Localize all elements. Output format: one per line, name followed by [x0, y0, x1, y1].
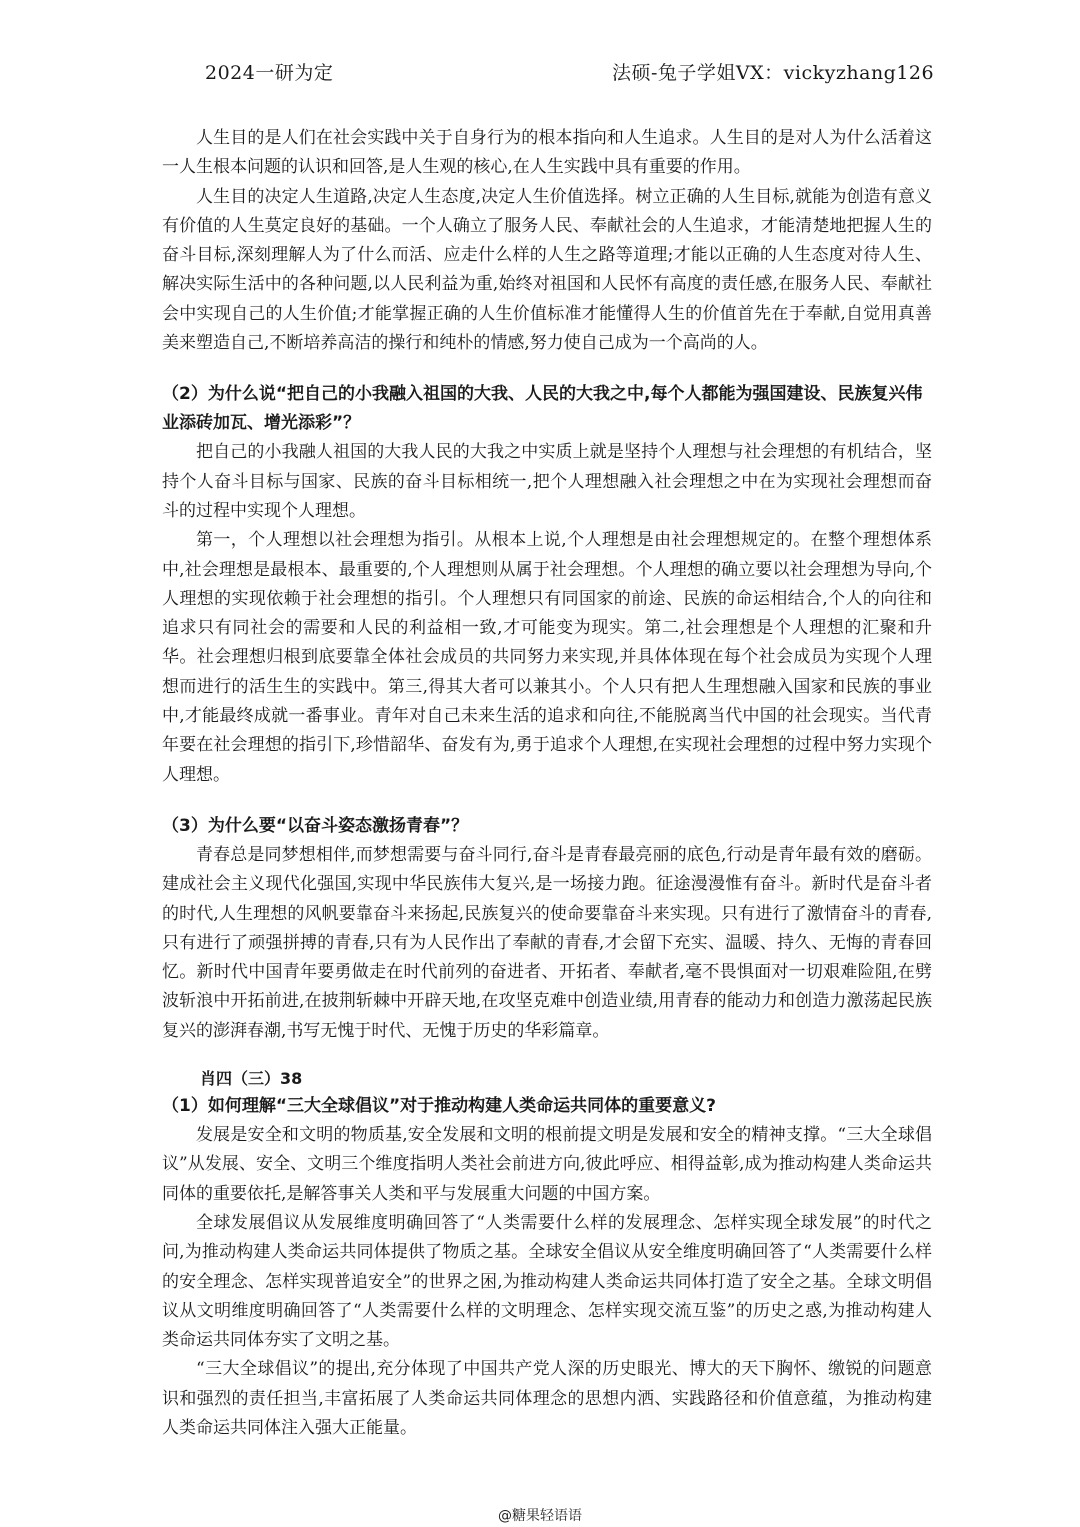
- footer-watermark: @糖果轻语语: [498, 1508, 582, 1524]
- paragraph-q2-points: 第一，个人理想以社会理想为指引。从根本上说,个人理想是由社会理想规定的。在整个理想体系中,社会理想是最根本、最重要的,个人理想则从属于社会理想。个人理想的确立要以社会理想为导向,个人理想的实现依赖于社会理想的指引。个人理想只有同国家的前途、民族的命运相结合,个人的向往和追求只有同社会的需要和人民的利益相一致,才可能变为现实。第二,社会理想是个人理想的汇聚和升华。社会理想归根到底要靠全体社会成员的共同努力来实现,并具体体现在每个社会成员为实现个人理想而进行的活生生的实践中。第三,得其大者可以兼其小。个人只有把人生理想融入国家和民族的事业中,才能最终成就一番事业。青年对自己未来生活的追求和向往,不能脱离当代中国的社会现实。当代青年要在社会理想的指引下,珍惜韶华、奋发有为,勇于追求个人理想,在实现社会理想的过程中努力实现个人理想。: [162, 530, 932, 785]
- question-3-heading: （3）为什么要“以奋斗姿态激扬青春”？: [162, 815, 469, 836]
- paragraph-q4-intro: 发展是安全和文明的物质基,安全发展和文明的根前提文明是发展和安全的精神支撑。“三大全球倡议”从发展、安全、文明三个维度指明人类社会前进方向,彼此呼应、相得益彰,成为推动构建人类命运共同体的重要依托,是解答事关人类和平与发展重大问题的中国方案。: [162, 1125, 932, 1204]
- header-right-text: 法硕-兔子学姐VX：vickyzhang126: [612, 62, 935, 84]
- paragraph-q2-intro: 把自己的小我融人祖国的大我人民的大我之中实质上就是坚持个人理想与社会理想的有机结合，坚持个人奋斗目标与国家、民族的奋斗目标相统一,把个人理想融入社会理想之中在为实现社会理想而奋斗的过程中实现个人理想。: [162, 442, 932, 521]
- paragraph-q3-answer: 青春总是同梦想相伴,而梦想需要与奋斗同行,奋斗是青春最亮丽的底色,行动是青年最有效的磨砺。建成社会主义现代化强国,实现中华民族伟大复兴,是一场接力跑。征途漫漫惟有奋斗。新时代是奋斗者的时代,人生理想的风帆要靠奋斗来扬起,民族复兴的使命要靠奋斗来实现。只有进行了激情奋斗的青春,只有进行了顽强拼搏的青春,只有为人民作出了奉献的青春,才会留下充实、温暖、持久、无悔的青春回忆。新时代中国青年要勇做走在时代前列的奋进者、开拓者、奉献者,毫不畏惧面对一切艰难险阻,在劈波斩浪中开拓前进,在披荆斩棘中开辟天地,在攻坚克难中创造业绩,用青春的能动力和创造力激荡起民族复兴的澎湃春潮,书写无愧于时代、无愧于历史的华彩篇章。: [162, 844, 932, 1041]
- question-4-heading: （1）如何理解“三大全球倡议”对于推动构建人类命运共同体的重要意义?: [162, 1096, 717, 1117]
- paragraph-q4-initiatives: 全球发展倡议从发展维度明确回答了“人类需要什么样的发展理念、怎样实现全球发展”的时代之问,为推动构建人类命运共同体提供了物质之基。全球安全倡议从安全维度明确回答了“人类需要什么样的安全理念、怎样实现普追安全”的世界之困,为推动构建人类命运共同体打造了安全之基。全球文明倡议从文明维度明确回答了“人类需要什么样的文明理念、怎样实现交流互鉴”的历史之惑,为推动构建人类命运共同体夯实了文明之基。: [162, 1212, 932, 1351]
- section-label: 肖四（三）38: [200, 1069, 303, 1089]
- question-2-heading: （2）为什么说“把自己的小我融入祖国的大我、人民的大我之中,每个人都能为强国建设、民族复兴伟业添砖加瓦、增光添彩”？: [162, 384, 923, 434]
- page-header: [0, 58, 1080, 88]
- paragraph-life-purpose: 人生目的是人们在社会实践中关于自身行为的根本指向和人生追求。人生目的是对人为什么活着这一人生根本问题的认识和回答,是人生观的核心,在人生实践中具有重要的作用。: [162, 128, 932, 178]
- paragraph-q4-conclusion: “三大全球倡议”的提出,充分体现了中国共产党人深的历史眼光、博大的天下胸怀、缴锐的问题意识和强烈的责任担当,丰富拓展了人类命运共同体理念的思想内洒、实践路径和价值意蕴，为推动构建人类命运共同体注入强大正能量。: [162, 1359, 932, 1438]
- header-left-text: 2024一研为定: [205, 62, 334, 84]
- document-body: [162, 124, 932, 1443]
- paragraph-life-path: 人生目的决定人生道路,决定人生态度,决定人生价值选择。树立正确的人生目标,就能为创造有意义有价值的人生莫定良好的基础。一个人确立了服务人民、奉献社会的人生追求，才能清楚地把握人生的奋斗目标,深刻理解人为了什么而活、应走什么样的人生之路等道理;才能以正确的人生态度对待人生、解决实际生活中的各种问题,以人民利益为重,始终对祖国和人民怀有高度的责任感,在服务人民、奉献社会中实现自己的人生价值;才能掌握正确的人生价值标准才能懂得人生的价值首先在于奉献,自觉用真善美来塑造自己,不断培养高洁的操行和纯朴的情感,努力使自己成为一个高尚的人。: [162, 186, 932, 354]
